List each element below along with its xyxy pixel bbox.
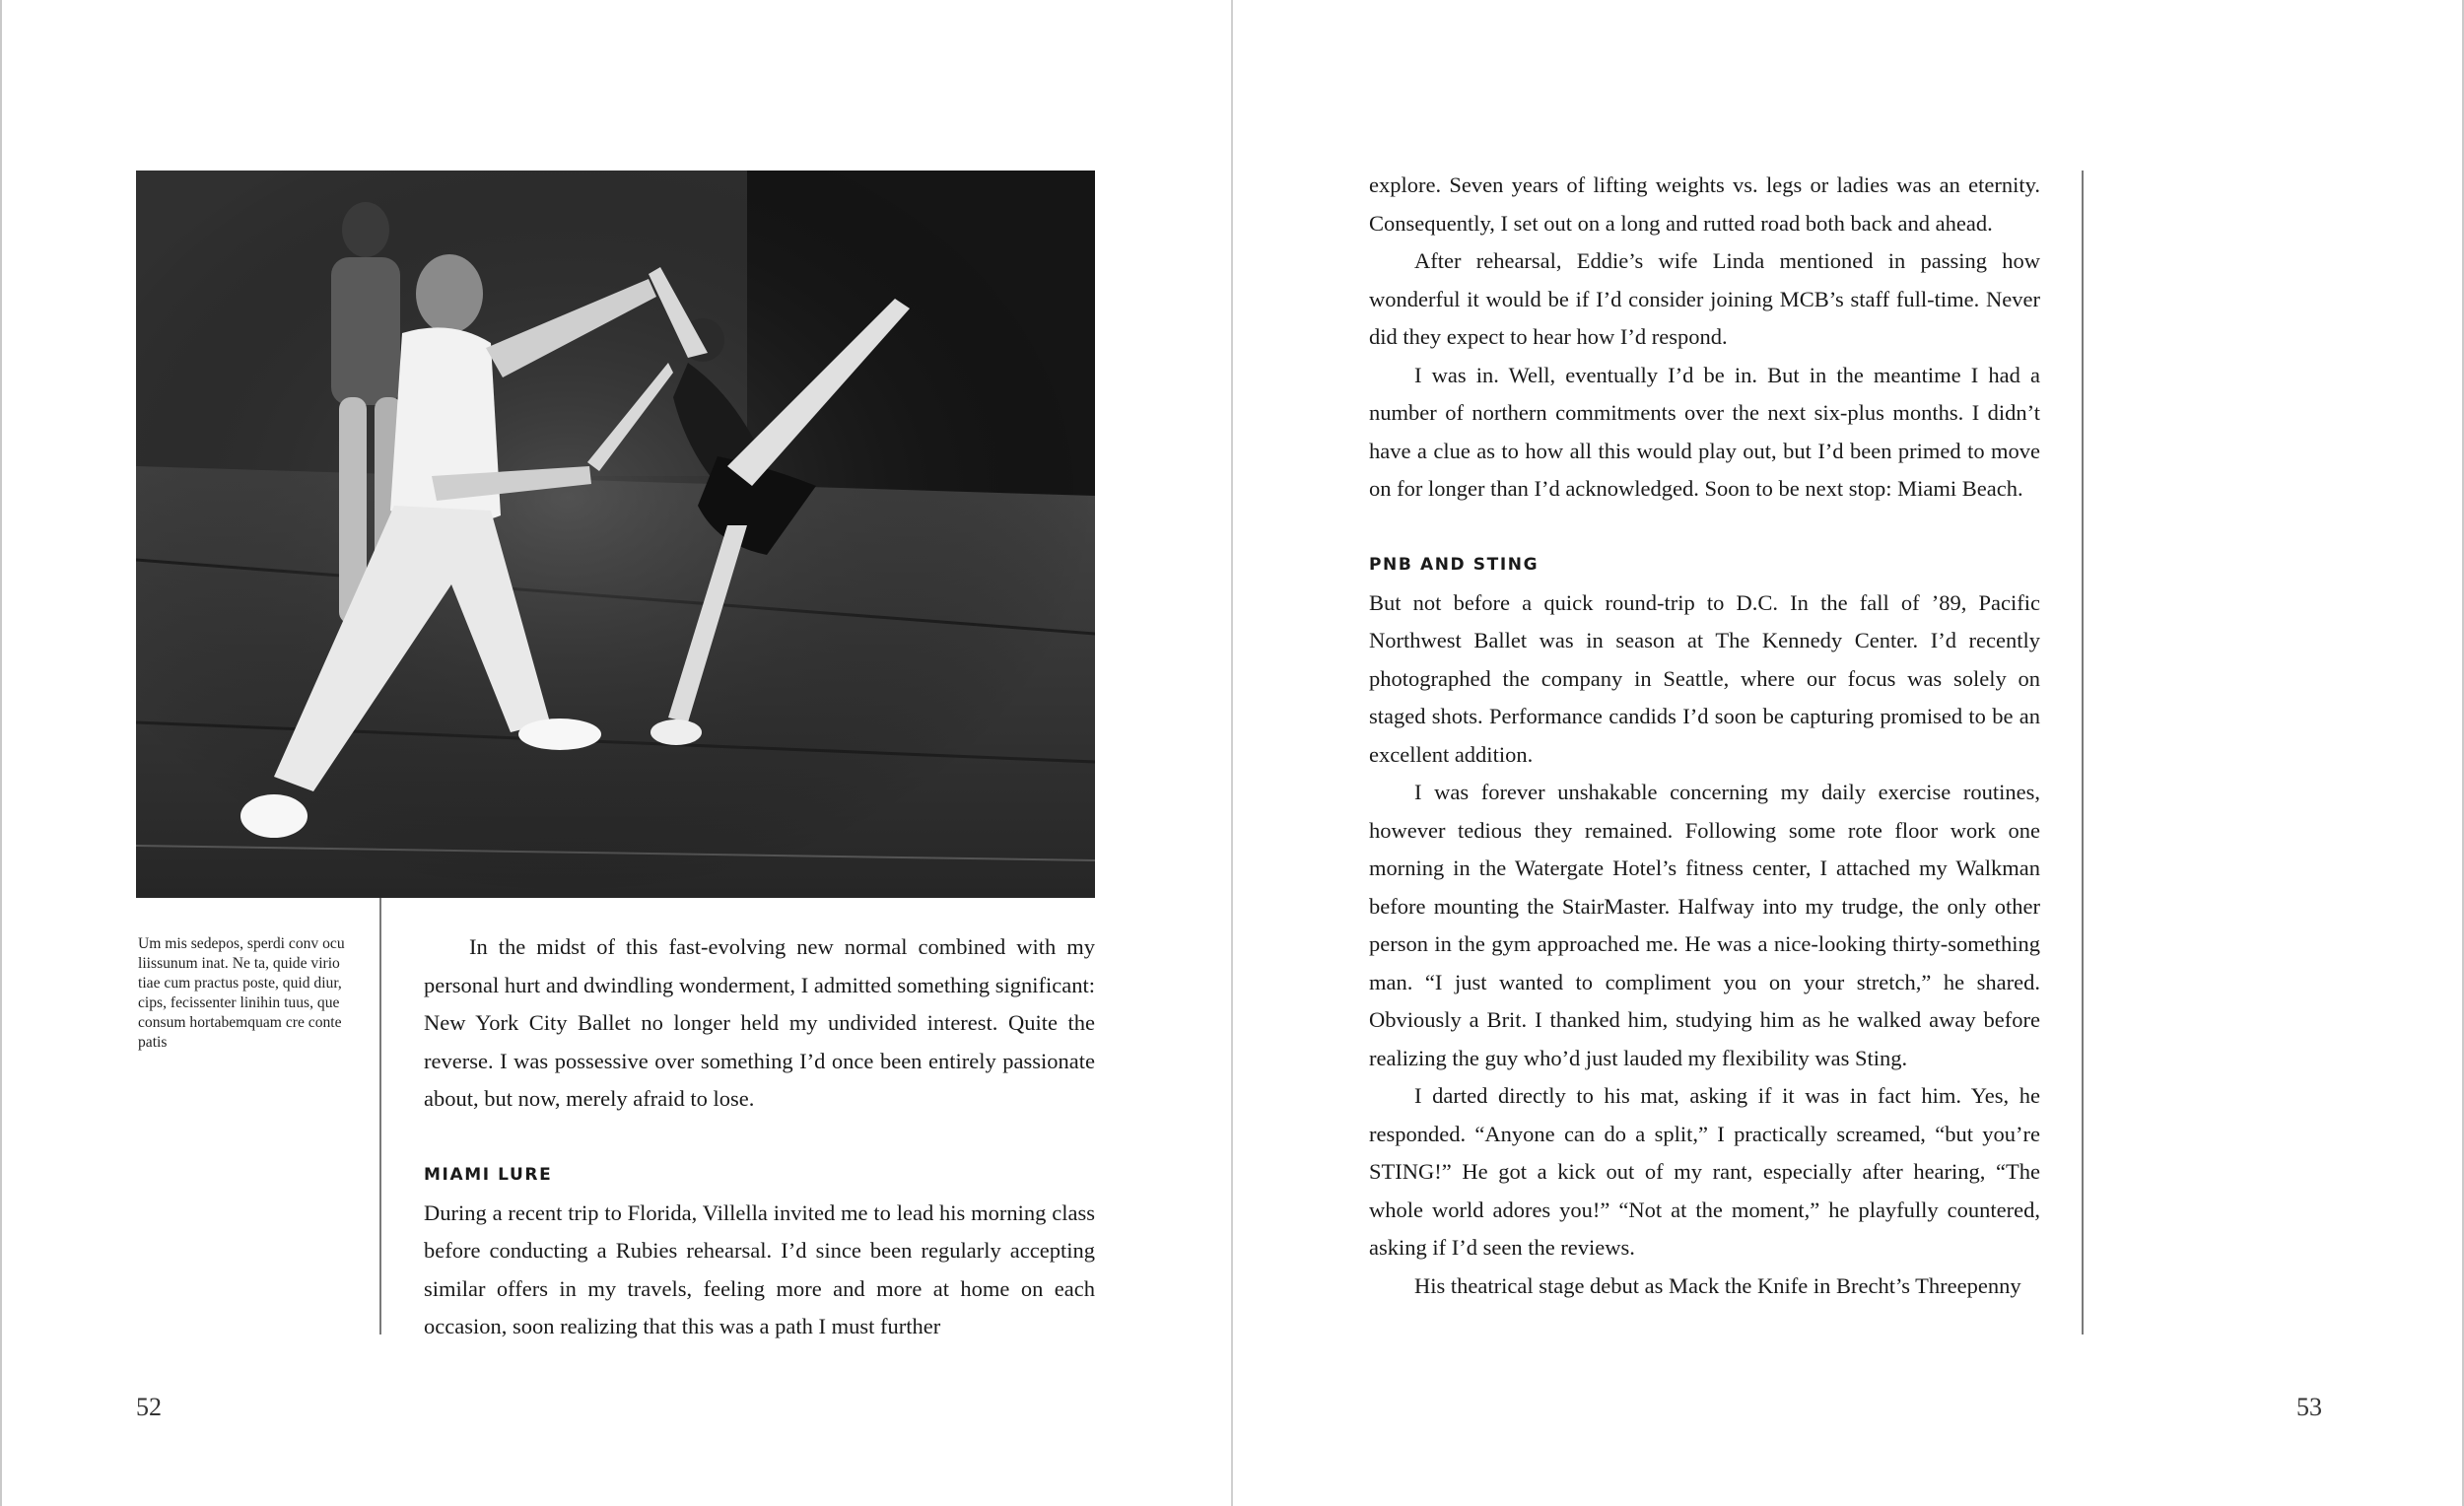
page-number-right: 53 bbox=[2296, 1393, 2322, 1421]
right-paragraph-3: I was in. Well, eventually I’d be in. But in the meantime I had a number of northern commitments over the next six-plus months. I didn’t have a clue as to how all this would play out, but I’d been primed to move on for longer than I’d acknowledged. Soon to be next stop: Miami Beach. bbox=[1369, 362, 2040, 501]
right-paragraph-4: But not before a quick round-trip to D.C. In the fall of ’89, Pacific Northwest Ballet was in season at The Kennedy Center. I’d recently photographed the company in Seattle, where our focus was solely on staged shots. Performance candids I’d soon be capturing promised to be an excellent addition. bbox=[1369, 589, 2040, 767]
section-heading-pnb-and-sting: PNB AND STING bbox=[1369, 555, 1540, 575]
caption-rule bbox=[379, 898, 381, 1335]
right-text-column bbox=[1369, 167, 2040, 1305]
section-heading-miami-lure: MIAMI LURE bbox=[424, 1165, 553, 1185]
right-paragraph-1: explore. Seven years of lifting weights vs. legs or ladies was an eternity. Consequently, I set out on a long and rutted road both back and ahead. bbox=[1369, 172, 2040, 236]
right-spacer bbox=[1369, 509, 2040, 547]
left-paragraph-2: During a recent trip to Florida, Villella invited me to lead his morning class before conducting a Rubies rehearsal. I’d since been regularly accepting similar offers in my travels, feeling more and more at home on each occasion, soon realizing that this was a path I must further bbox=[424, 1199, 1095, 1338]
right-paragraph-6: I darted directly to his mat, asking if it was in fact him. Yes, he responded. “Anyone can do a split,” I practically screamed, “but you’re STING!” He got a kick out of my rant, especially after hearing, “The whole world adores you!” “Not at the moment,” he playfully countered, asking if I’d seen the reviews. bbox=[1369, 1083, 2040, 1260]
left-text-column bbox=[424, 928, 1095, 1346]
left-paragraph-1: In the midst of this fast-evolving new normal combined with my personal hurt and dwindling wonderment, I admitted something significant: New York City Ballet no longer held my undivided interest. Quite the reverse. I was possessive over something I’d once been entirely passionate about, but now, merely afraid to lose. bbox=[424, 934, 1095, 1111]
right-paragraph-5: I was forever unshakable concerning my daily exercise routines, however tedious they remained. Following some rote floor work one morning in the Watergate Hotel’s fitness center, I attached my Walkman before mounting the StairMaster. Halfway into my trudge, the only other person in the gym approached me. He was a nice-looking thirty-something man. “I just wanted to compliment you on your stretch,” he shared. Obviously a Brit. I thanked him, studying him as he walked away before realizing the guy who’d just lauded my flexibility was Sting. bbox=[1369, 780, 2040, 1070]
right-paragraph-2: After rehearsal, Eddie’s wife Linda mentioned in passing how wonderful it would be if I’d consider joining MCB’s staff full-time. Never did they expect to hear how I’d respond. bbox=[1369, 248, 2040, 349]
photo-caption: Um mis sedepos, sperdi conv ocu liissunum inat. Ne ta, quide virio tiae cum practus poste, quid diur, cips, fecissenter linihin tuus, que consum hortabemquam cre conte patis bbox=[138, 935, 345, 1051]
ballet-rehearsal-photo-icon bbox=[136, 171, 1095, 898]
ballet-rehearsal-photo bbox=[136, 171, 1095, 898]
left-spacer bbox=[424, 1119, 1095, 1157]
left-page-edge bbox=[0, 0, 2, 1506]
page-number-left: 52 bbox=[136, 1393, 162, 1421]
right-paragraph-7: His theatrical stage debut as Mack the Knife in Brecht’s Threepenny bbox=[1414, 1272, 2021, 1298]
gutter bbox=[1231, 0, 1233, 1506]
right-margin-rule bbox=[2082, 171, 2084, 1335]
